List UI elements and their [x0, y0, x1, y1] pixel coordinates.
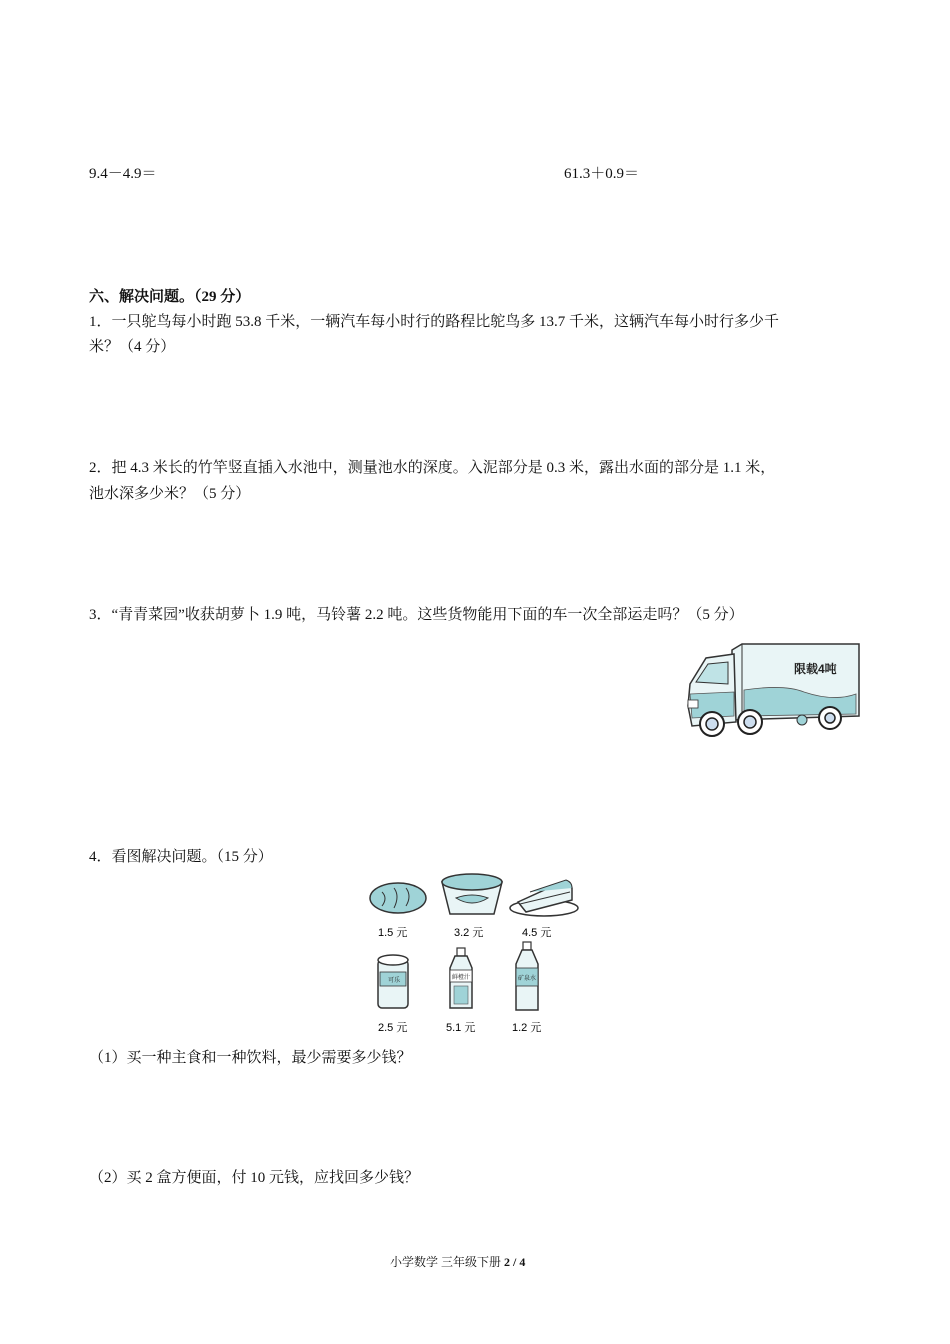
bread-icon	[370, 883, 426, 913]
soda-can-icon	[378, 955, 408, 1008]
svg-text:可乐: 可乐	[388, 978, 401, 984]
section-heading: 六、解决问题。（29 分）	[89, 289, 251, 305]
question-1-line-2: 米？（4 分）	[89, 339, 176, 355]
price-label: 5.1 元	[446, 1022, 476, 1034]
water-bottle-icon	[516, 942, 538, 1010]
question-1-line-1: 1．一只鸵鸟每小时跑 53.8 千米，一辆汽车每小时行的路程比鸵鸟多 13.7 千米，这辆汽车每小时行多少千	[89, 314, 780, 330]
instant-noodles-icon	[442, 874, 502, 914]
price-label: 2.5 元	[378, 1022, 408, 1034]
question-4-text: 4．看图解决问题。（15 分）	[89, 849, 273, 865]
truck-icon	[684, 636, 864, 744]
footer-subject: 小学数学 三年级下册	[390, 1255, 502, 1269]
price-label: 4.5 元	[522, 927, 552, 939]
calc-right: 61.3＋0.9＝	[564, 166, 640, 182]
footer-page-number: 2	[504, 1255, 511, 1269]
price-board	[362, 868, 584, 1040]
price-label: 1.5 元	[378, 927, 408, 939]
question-2-line-2: 池水深多少米？（5 分）	[89, 486, 251, 502]
svg-text:鲜橙汁: 鲜橙汁	[452, 975, 471, 981]
price-label: 3.2 元	[454, 927, 484, 939]
footer-total-pages: / 4	[513, 1255, 526, 1269]
juice-bottle-icon	[450, 948, 472, 1008]
price-label: 1.2 元	[512, 1022, 542, 1034]
truck-sign: 限载4吨	[794, 662, 837, 676]
question-2-line-1: 2．把 4.3 米长的竹竿竖直插入水池中，测量池水的深度。入泥部分是 0.3 米，露出水面的部分是 1.1 米，	[89, 460, 776, 476]
cake-icon	[510, 880, 578, 916]
calc-left: 9.4－4.9＝	[89, 166, 157, 182]
question-4-sub-1: （1）买一种主食和一种饮料，最少需要多少钱？	[89, 1050, 412, 1066]
question-4-sub-2: （2）买 2 盒方便面，付 10 元钱，应找回多少钱？	[89, 1170, 420, 1186]
page-footer	[390, 1252, 525, 1272]
svg-text:矿泉水: 矿泉水	[518, 976, 537, 982]
question-3-text: 3．“青青菜园”收获胡萝卜 1.9 吨，马铃薯 2.2 吨。这些货物能用下面的车一次全部运走吗？（5 分）	[89, 607, 744, 623]
